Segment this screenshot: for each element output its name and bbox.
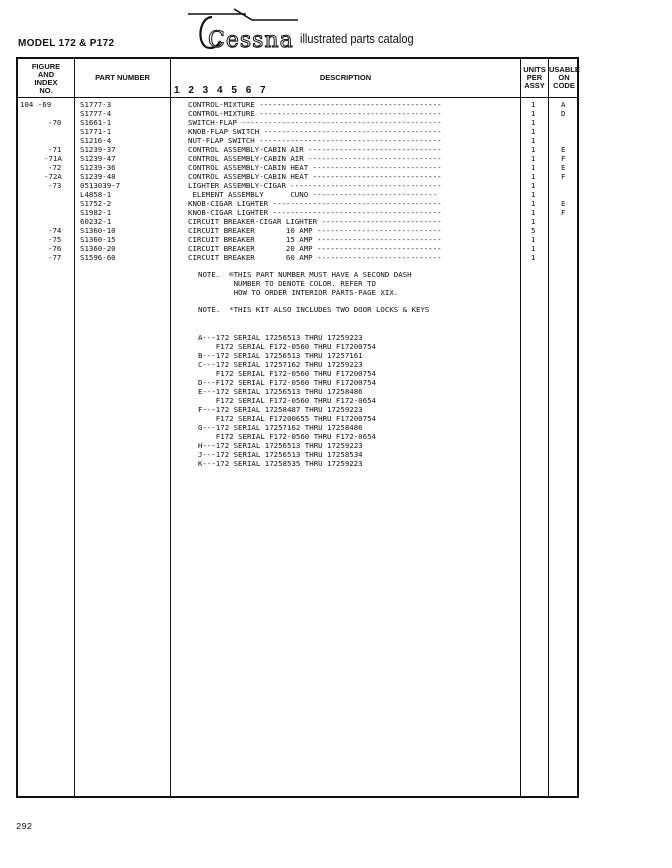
header-line: PER (526, 73, 543, 82)
description-cell: KNOB-CIGAR LIGHTER -------------------------------------- (188, 208, 442, 217)
part-number-cell: S1752-2 (80, 199, 112, 208)
header-line: CODE (553, 81, 575, 90)
table-row (18, 118, 581, 127)
header-line: USABLE (549, 65, 580, 74)
model-title: MODEL 172 & P172 (18, 38, 115, 49)
part-number-cell: S1239-47 (80, 154, 116, 163)
description-cell: CIRCUIT BREAKER 15 AMP ---------------------------- (188, 235, 442, 244)
part-number-header: PART NUMBER (95, 73, 150, 82)
description-cell: CIRCUIT BREAKER 10 AMP ---------------------------- (188, 226, 442, 235)
description-cell: CIRCUIT BREAKER-CIGAR LIGHTER --------------------------- (188, 217, 442, 226)
code-cell: A (561, 100, 566, 109)
figure-cell: 104 -69 (20, 100, 52, 109)
units-cell: 1 (531, 190, 536, 199)
units-cell: 1 (531, 145, 536, 154)
description-cell: LIGHTER ASSEMBLY-CIGAR ---------------------------------- (188, 181, 442, 190)
table-row (18, 208, 581, 217)
table-body (18, 59, 580, 468)
figure-cell: -77 (48, 253, 62, 262)
table-row (18, 190, 581, 199)
code-cell: D (561, 109, 566, 118)
table-row (18, 181, 581, 190)
units-cell: 1 (531, 199, 536, 208)
table-row (18, 100, 581, 109)
description-cell: CONTROL-MIXTURE ----------------------------------------- (188, 100, 442, 109)
usable-code-header (549, 66, 579, 90)
part-number-cell: S1661-1 (80, 118, 112, 127)
catalog-title: illustrated parts catalog (300, 31, 414, 46)
units-cell: 1 (531, 217, 536, 226)
units-cell: 1 (531, 163, 536, 172)
description-cell: SWITCH-FLAP --------------------------------------------- (188, 118, 442, 127)
units-cell: 1 (531, 100, 536, 109)
code-cell: F (561, 208, 566, 217)
part-number-cell: S1777-4 (80, 109, 112, 118)
table-row (18, 145, 581, 154)
cessna-logo (186, 8, 298, 52)
header-divider (18, 97, 577, 98)
units-cell: 1 (531, 253, 536, 262)
table-row (18, 127, 581, 136)
units-cell: 5 (531, 226, 536, 235)
table-row (18, 109, 581, 118)
part-number-cell: 0513039-7 (80, 181, 121, 190)
indent-level-header: 1 2 3 4 5 6 7 (174, 85, 269, 96)
header-line: INDEX (34, 78, 58, 87)
part-number-cell: S1216-4 (80, 136, 112, 145)
table-row (18, 244, 581, 253)
header-line: AND (37, 70, 55, 79)
figure-cell: -71A (44, 154, 62, 163)
code-cell: E (561, 163, 566, 172)
code-cell: E (561, 199, 566, 208)
description-cell: ELEMENT ASSEMBLY CUNO ---------------------------- (188, 190, 438, 199)
description-cell: NUT-FLAP SWITCH ----------------------------------------- (188, 136, 442, 145)
figure-cell: -70 (48, 118, 62, 127)
units-cell: 1 (531, 244, 536, 253)
part-number-cell: S1239-36 (80, 163, 116, 172)
page-number: 292 (16, 822, 33, 832)
header-line: ASSY (524, 81, 545, 90)
units-cell: 1 (531, 208, 536, 217)
part-number-cell: S1360-10 (80, 226, 116, 235)
figure-cell: -76 (48, 244, 62, 253)
units-cell: 1 (531, 154, 536, 163)
description-cell: CONTROL ASSEMBLY-CABIN AIR ------------------------------ (188, 154, 442, 163)
part-number-cell: S1360-15 (80, 235, 116, 244)
figure-header (18, 63, 74, 95)
units-cell: 1 (531, 118, 536, 127)
part-number-cell: S1360-20 (80, 244, 116, 253)
units-header (521, 66, 548, 90)
table-row (18, 136, 581, 145)
code-cell: F (561, 172, 566, 181)
description-cell: CONTROL ASSEMBLY-CABIN AIR ------------------------------ (188, 145, 442, 154)
table-row (18, 163, 581, 172)
units-cell: 1 (531, 235, 536, 244)
figure-cell: -72A (44, 172, 62, 181)
table-row (18, 199, 581, 208)
units-cell: 1 (531, 181, 536, 190)
usable-code-legend: A---172 SERIAL 17256513 THRU 17259223 F172 SERIAL F172-0560 THRU F17200754 B---172 SERIAL 17256513 THRU 17257161 C---172 SERIAL 17257162 THRU 17259223 F172 SERIAL F172-0560 THRU F17200754 D---F172 SERIAL F172-0560 THRU F17200754 E---172 SERIAL 17256513 THRU 17258486 F172 SERIAL F172-0560 THRU F172-0654 F---172 SERIAL 17258487 THRU 17259223 F172 SERIAL F17200655 THRU F17200754 G---172 SERIAL 17257162 THRU 17258486 F172 SERIAL F172-0560 THRU F172-0654 H---172 SERIAL 17256513 THRU 17259223 J---172 SERIAL 17256513 THRU 17258534 K---172 SERIAL 17258535 THRU 17259223 (198, 333, 376, 468)
description-cell: CIRCUIT BREAKER 20 AMP ---------------------------- (188, 244, 442, 253)
part-number-cell: S1239-48 (80, 172, 116, 181)
table-row (18, 154, 581, 163)
part-number-cell: L4858-1 (80, 190, 112, 199)
description-header: DESCRIPTION (319, 73, 372, 82)
description-cell: CONTROL ASSEMBLY-CABIN HEAT ----------------------------- (188, 172, 442, 181)
figure-cell: -74 (48, 226, 62, 235)
figure-cell: -72 (48, 163, 62, 172)
part-number-cell: 60232-1 (80, 217, 112, 226)
code-cell: E (561, 145, 566, 154)
description-cell: KNOB-CIGAR LIGHTER -------------------------------------- (188, 199, 442, 208)
table-row (18, 253, 581, 262)
header-line: ON (558, 73, 570, 82)
header-line: FIGURE (31, 62, 61, 71)
table-row (18, 235, 581, 244)
units-cell: 1 (531, 109, 536, 118)
table-row (18, 172, 581, 181)
code-cell: F (561, 154, 566, 163)
figure-cell: -75 (48, 235, 62, 244)
figure-cell: -73 (48, 181, 62, 190)
units-cell: 1 (531, 127, 536, 136)
header-line: UNITS (523, 65, 546, 74)
units-cell: 1 (531, 172, 536, 181)
part-number-cell: S1982-1 (80, 208, 112, 217)
part-number-cell: S1777-3 (80, 100, 112, 109)
part-number-cell: S1771-1 (80, 127, 112, 136)
color-note: NOTE. ®THIS PART NUMBER MUST HAVE A SECOND DASH NUMBER TO DENOTE COLOR. REFER TO HOW TO ORDER INTERIOR PARTS-PAGE XIX. (198, 270, 412, 297)
description-cell: CONTROL-MIXTURE ----------------------------------------- (188, 109, 442, 118)
parts-table (16, 57, 579, 798)
table-row (18, 217, 581, 226)
figure-cell: -71 (48, 145, 62, 154)
part-number-cell: S1596-60 (80, 253, 116, 262)
part-number-cell: S1239-37 (80, 145, 116, 154)
cessna-wordmark: Cessna (208, 28, 294, 53)
description-cell: KNOB-FLAP SWITCH ---------------------------------------- (188, 127, 442, 136)
header-line: NO. (39, 86, 53, 95)
table-row (18, 226, 581, 235)
kit-note: NOTE. *THIS KIT ALSO INCLUDES TWO DOOR LOCKS & KEYS (198, 305, 430, 314)
units-cell: 1 (531, 136, 536, 145)
description-cell: CIRCUIT BREAKER 60 AMP ---------------------------- (188, 253, 442, 262)
description-cell: CONTROL ASSEMBLY-CABIN HEAT ----------------------------- (188, 163, 442, 172)
